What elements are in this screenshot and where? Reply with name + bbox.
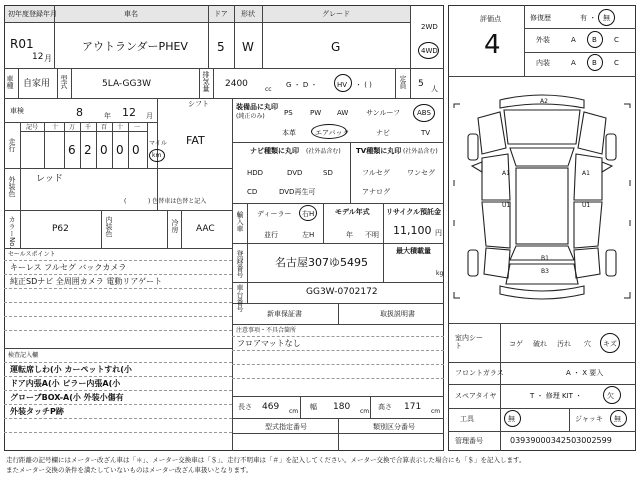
import-label: 輸入車 [236, 211, 244, 232]
mileage-digit: 0 [116, 143, 124, 157]
person-unit: 人 [431, 85, 438, 93]
mileage-unit-mile: マイル [149, 140, 167, 147]
equipment-item: AW [337, 109, 349, 117]
score-value: 4 [484, 30, 501, 60]
inspection-label: 車検 [10, 107, 24, 115]
seat-label: 室内シート [455, 334, 483, 350]
equipment-item: PW [310, 109, 322, 117]
ac: AAC [196, 224, 215, 234]
inspection-month: 12 [122, 106, 136, 119]
inspector-note-line: グローブBOX-A(小 外装小傷有 [10, 393, 124, 402]
recycle-label: リサイクル預託金 [386, 208, 442, 216]
first-reg-month: 12 [32, 52, 44, 62]
import-dealer: ディーラー [257, 210, 292, 218]
int-a: A [571, 59, 576, 67]
shape: W [242, 40, 254, 54]
capacity: 5 [418, 79, 424, 89]
chassis-value: GG3W-0702172 [306, 287, 378, 297]
repair-label: 修復歴 [530, 14, 551, 22]
length-label: 長さ [238, 403, 252, 411]
spare-tire-label: スペアタイヤ [455, 392, 497, 400]
footer-line-1: 走行距離の記号欄にはメーター改ざん車は「＊」、メーター交換車は「＄」、走行不明車は「＃」を記入してください。メーター交換で合算表示した場合にも「＄」を記入します。 [6, 456, 526, 464]
tv-item: ワンセグ [407, 169, 435, 177]
import-left-h: 左H [302, 231, 315, 239]
caution-value: フロアマットなし [237, 339, 301, 348]
exterior-note: ) 色替車は色替と記入 [148, 198, 207, 205]
mileage-label: 走行 [8, 138, 16, 152]
grade: G [331, 40, 341, 54]
diagram-label: A1 [582, 170, 590, 177]
doors: 5 [217, 40, 225, 54]
spare-tire-selected: 欠 [607, 392, 614, 400]
new-car-warranty: 新車保証書 [267, 310, 302, 318]
repair-none: 無 [603, 14, 610, 22]
width-value: 180 [333, 402, 351, 412]
capacity-label: 定員 [399, 75, 407, 89]
model-year-label: モデル年式 [335, 208, 370, 216]
exterior-color: レッド [36, 174, 63, 184]
cc-unit: cc [265, 86, 272, 93]
caution-label: 注意事項・不具合箇所 [236, 327, 297, 334]
equipment-label: 装備品に丸印 [236, 103, 278, 111]
type-label: 車種 [6, 75, 14, 89]
seat-item: コゲ [509, 340, 523, 348]
length-value: 469 [262, 402, 280, 412]
displacement-label: 排気量 [202, 71, 210, 92]
sales-point-line: キーレス フルセグ バックカメラ [10, 263, 127, 272]
displacement: 2400 [225, 79, 248, 89]
chassis-label: 車台番号 [236, 284, 244, 312]
width-unit: cm [360, 408, 370, 415]
manual: 取扱説明書 [380, 310, 415, 318]
model-code-label: 型式 [60, 75, 68, 89]
diagram-label: A1 [502, 170, 510, 177]
width-label: 幅 [310, 403, 317, 411]
class-label: 類別区分番号 [373, 423, 415, 431]
equipment-item: 本革 [282, 129, 296, 137]
diagram-label: B3 [541, 268, 549, 275]
inspector-note-line: 運転席しわ(小 カーペットすれ(小 [10, 365, 132, 374]
mileage-unit-km: km [152, 152, 162, 159]
int-label: 内装 [536, 59, 550, 67]
registration-value: 名古屋307ゆ5495 [275, 256, 368, 269]
jack-label: ジャッキ [575, 415, 603, 423]
fuel-paren: ・ ( ) [355, 81, 372, 89]
length-unit: cm [289, 408, 299, 415]
seat-selected: キズ [603, 340, 617, 348]
equipment-item: ABS [417, 109, 431, 117]
seat-item: 破れ [533, 340, 547, 348]
mileage-unit-1: 十 [52, 124, 59, 131]
navi-item: DVD再生可 [279, 188, 316, 196]
drive-2wd: 2WD [421, 23, 438, 31]
first-reg-label: 初年度登録年月 [8, 10, 57, 18]
tv-item: アナログ [362, 188, 390, 196]
equipment-item: サンルーフ [366, 109, 401, 117]
score-label: 評価点 [480, 15, 501, 23]
recycle-value: 11,100 [393, 224, 432, 237]
model-year-unknown: 不明 [365, 231, 379, 239]
tv-item: フルセグ [362, 169, 390, 177]
seat-item: 汚れ [557, 340, 571, 348]
equipment-sub: (純正のみ) [236, 113, 265, 120]
tools-label: 工具 [460, 415, 474, 423]
int-c: C [614, 59, 619, 67]
mileage-unit-4: 百 [101, 124, 108, 131]
height-value: 171 [404, 402, 422, 412]
sales-points-label: セールスポイント [8, 251, 56, 258]
inspector-notes-label: 検査記入欄 [8, 352, 39, 359]
shift-label: シフト [188, 100, 209, 108]
max-load-label: 最大積載量 [396, 247, 431, 255]
mileage-unit-3: 千 [85, 124, 92, 131]
height-label: 高さ [378, 403, 392, 411]
color-no: P62 [52, 224, 69, 234]
ext-label: 外装 [536, 36, 550, 44]
mileage-digit: 6 [68, 143, 76, 157]
equipment-item: ナビ [376, 129, 390, 137]
mileage-unit-6: 一 [134, 124, 141, 131]
ext-a: A [571, 36, 576, 44]
front-glass-value: A ・ X 要入 [566, 369, 604, 377]
spare-tire-options: T ・ 修理 KIT ・ [530, 392, 583, 400]
mileage-unit-5: 十 [117, 124, 124, 131]
mileage-digit: 0 [100, 143, 108, 157]
equipment-item: エアバック [315, 129, 350, 137]
registration-label: 登録番号 [236, 250, 244, 278]
grade-label: グレード [322, 10, 350, 18]
diagram-label: U1 [582, 202, 591, 209]
model-name-label: 車名 [124, 10, 138, 18]
management-value: 03939000342503002599 [510, 436, 612, 445]
tv-label: TV種類に丸印 [356, 147, 402, 155]
shape-label: 形状 [241, 10, 255, 18]
navi-item: CD [247, 188, 258, 196]
model-code: 5LA-GG3W [102, 79, 152, 89]
first-reg-era: R01 [10, 37, 34, 51]
import-right-h: 右H [302, 210, 315, 218]
navi-item: SD [323, 169, 333, 177]
inspector-note-line: 外装タッチP跡 [10, 407, 64, 416]
type: 自家用 [23, 79, 51, 89]
jack-value: 無 [614, 415, 621, 423]
drive-4wd: 4WD [421, 47, 438, 55]
mileage-digit: 2 [84, 143, 92, 157]
height-unit: cm [431, 408, 441, 415]
type-cert-label: 型式指定番号 [265, 423, 307, 431]
inspection-month-unit: 月 [146, 112, 153, 120]
equipment-item: PS [284, 109, 293, 117]
model-name: アウトランダーPHEV [82, 40, 188, 53]
car-diagram [448, 78, 636, 322]
management-label: 管理番号 [455, 437, 483, 445]
tools-value: 無 [508, 415, 515, 423]
mileage-unit-0: 記号 [26, 124, 39, 131]
diagram-label: U1 [502, 202, 511, 209]
interior-color-label: 内装色 [105, 216, 113, 237]
front-glass-label: フロントガラス [455, 369, 504, 377]
repair-options: 有 ・ [580, 14, 597, 22]
sales-point-line: 純正SDナビ 全周囲カメラ 電動リアゲート [10, 277, 163, 286]
navi-label: ナビ種類に丸印 [250, 147, 299, 155]
navi-item: DVD [287, 169, 303, 177]
recycle-unit: 円 [435, 229, 442, 237]
equipment-item: TV [421, 129, 431, 137]
ac-label: 冷房 [171, 219, 179, 233]
doors-label: ドア [214, 10, 228, 18]
exterior-note-paren: ( [124, 198, 127, 205]
max-load-unit: kg [436, 270, 444, 277]
color-no-label: カラーNo. [8, 216, 16, 249]
diagram-label: B1 [541, 255, 549, 262]
navi-sub: (社外品含む) [306, 148, 341, 155]
shift: FAT [186, 134, 205, 147]
fuel-options: G ・ D ・ [286, 81, 318, 89]
tv-sub: (社外品含む) [403, 148, 438, 155]
mileage-digit: 0 [132, 143, 140, 157]
import-parallel: 並行 [264, 231, 278, 239]
diagram-label: A2 [540, 98, 548, 105]
inspector-note-line: ドア内張A(小 ピラー内張A(小 [10, 379, 121, 388]
fuel-hv: HV [337, 81, 348, 89]
footer-line-2: またメーター交換の条件を満たしていないものはメーター改ざん車扱いとなります。 [6, 466, 253, 474]
int-b: B [592, 59, 597, 67]
exterior-label: 外装色 [8, 176, 16, 197]
ext-b: B [592, 36, 597, 44]
model-year-unit: 年 [346, 231, 353, 239]
navi-item: HDD [247, 169, 264, 177]
ext-c: C [614, 36, 619, 44]
inspection-year: 8 [76, 106, 83, 119]
mileage-unit-2: 万 [69, 124, 76, 131]
inspection-year-unit: 年 [104, 112, 111, 120]
first-reg-month-unit: 月 [44, 54, 52, 63]
seat-item: 穴 [584, 340, 591, 348]
